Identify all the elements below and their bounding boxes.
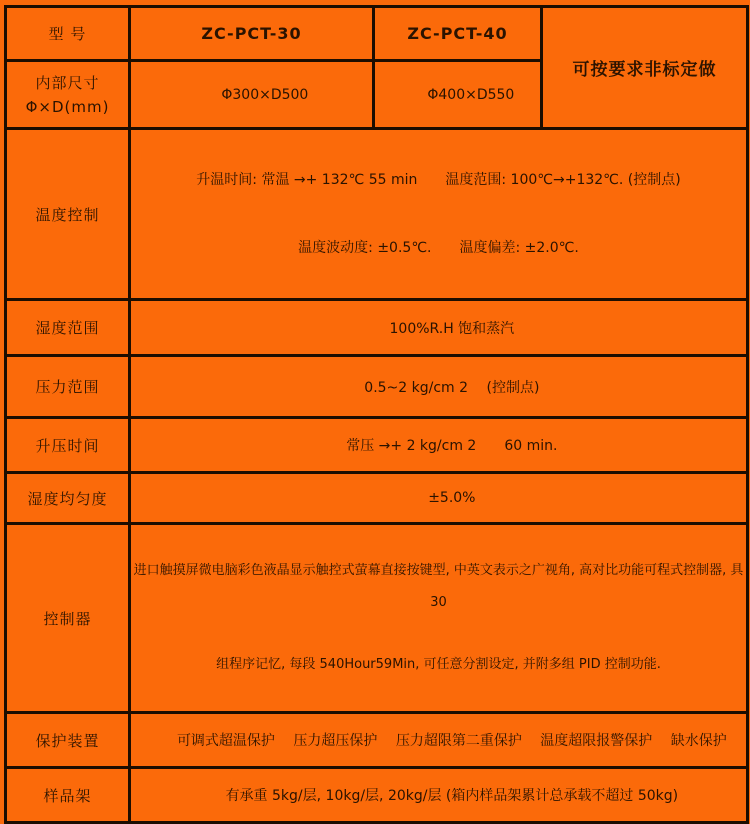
humidity-range-label-cell (6, 300, 130, 356)
protection-label: 保护装置 (35, 731, 100, 750)
sample-rack-value-cell (130, 768, 748, 823)
sample-rack-label: 样品架 (43, 786, 92, 805)
pressure-range-label: 压力范围 (35, 378, 100, 396)
model-1: ZC-PCT-30 (201, 24, 302, 43)
row-humidity-uniformity (6, 473, 748, 524)
sample-rack-label-cell (6, 768, 130, 823)
humidity-uniformity-label: 湿度均匀度 (27, 489, 108, 508)
controller-line1: 进口触摸屏微电脑彩色液晶显示触控式萤幕直接按键型, 中英文表示之广视角, 高对比功能可程式控制器, 具 30 (133, 563, 748, 610)
pressure-range-label-cell (6, 356, 130, 418)
inner-size-value-1: Φ300×D500 (221, 86, 309, 103)
humidity-range-label: 湿度范围 (35, 319, 100, 337)
custom-order-cell (542, 7, 748, 129)
row-pressure-range (6, 356, 748, 418)
inner-size-label-cell (6, 61, 130, 129)
inner-size-value-1-cell (130, 61, 374, 129)
pressure-range-value: 0.5~2 kg/cm 2 (控制点) (364, 379, 540, 396)
sample-rack-value: 有承重 5kg/层, 10kg/层, 20kg/层 (箱内样品架累计总承载不超过 50kg) (225, 788, 679, 804)
protection-value-cell (130, 713, 748, 768)
pressure-rise-label: 升压时间 (35, 436, 100, 455)
row-protection (6, 713, 748, 768)
pressure-rise-value: 常压 →+ 2 kg/cm 2 60 min. (346, 438, 558, 454)
temp-control-line2: 温度波动度: ±0.5℃. 温度偏差: ±2.0℃. (298, 240, 579, 256)
humidity-uniformity-value: ±5.0% (428, 490, 476, 506)
controller-value-cell (130, 524, 748, 713)
row-sample-rack (6, 768, 748, 823)
controller-label: 控制器 (43, 609, 92, 628)
row-controller (6, 524, 748, 713)
temp-control-label-cell (6, 129, 130, 300)
temp-control-line1: 升温时间: 常温 →+ 132℃ 55 min 温度范围: 100℃→+132℃. (控制点) (196, 172, 681, 188)
controller-label-cell (6, 524, 130, 713)
protection-value: 可调式超温保护 压力超压保护 压力超限第二重保护 温度超限报警保护 缺水保护 (176, 733, 727, 749)
temp-control-value-cell (130, 129, 748, 300)
inner-size-label-line2: Φ×D(mm) (25, 97, 110, 116)
row-humidity-range (6, 300, 748, 356)
inner-size-value-2: Φ400×D550 (427, 86, 515, 103)
humidity-uniformity-value-cell (130, 473, 748, 524)
pressure-range-value-cell (130, 356, 748, 418)
model-2: ZC-PCT-40 (407, 24, 508, 43)
pressure-rise-value-cell (130, 418, 748, 473)
humidity-range-value-cell (130, 300, 748, 356)
model-label-cell (6, 7, 130, 61)
humidity-uniformity-label-cell (6, 473, 130, 524)
custom-order-note: 可按要求非标定做 (572, 60, 717, 80)
row-temp-control (6, 129, 748, 300)
model-label: 型 号 (48, 25, 87, 43)
row-model (6, 7, 748, 61)
humidity-range-value: 100%R.H 饱和蒸汽 (389, 320, 515, 337)
protection-label-cell (6, 713, 130, 768)
spec-table (4, 5, 749, 824)
inner-size-label-line1: 内部尺寸 (35, 73, 100, 92)
model-1-cell (130, 7, 374, 61)
pressure-rise-label-cell (6, 418, 130, 473)
row-pressure-rise-time (6, 418, 748, 473)
controller-line2: 组程序记忆, 每段 540Hour59Min, 可任意分割设定, 并附多组 PID 控制功能. (216, 657, 661, 672)
inner-size-value-2-cell (374, 61, 542, 129)
model-2-cell (374, 7, 542, 61)
temp-control-label: 温度控制 (35, 205, 100, 224)
